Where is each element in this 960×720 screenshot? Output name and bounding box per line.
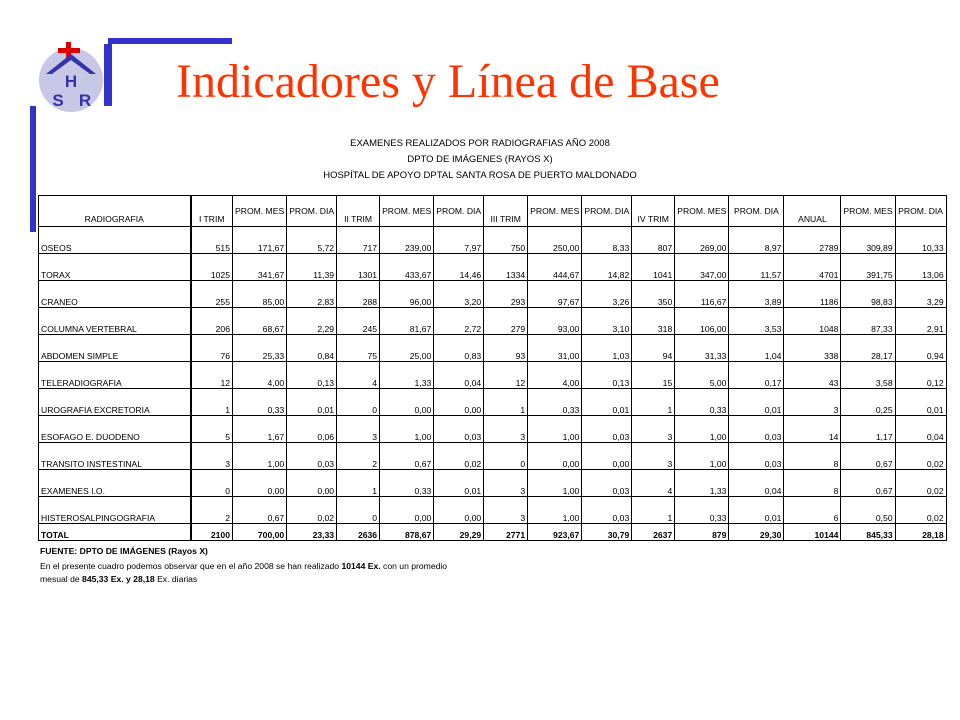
heading-line-1: EXAMENES REALIZADOS POR RADIOGRAFIAS AÑO 2008 [350, 138, 610, 149]
table-cell: 2 [191, 497, 233, 524]
column-header: PROM. MES [380, 196, 434, 227]
table-cell: 0,03 [287, 443, 337, 470]
row-label: TOTAL [39, 524, 191, 541]
table-cell: 30,79 [582, 524, 632, 541]
table-cell: 0,33 [675, 389, 729, 416]
table-cell: 1334 [484, 254, 528, 281]
table-cell: 0,03 [729, 443, 784, 470]
column-header: II TRIM [337, 196, 380, 227]
table-cell: 2636 [337, 524, 380, 541]
table-cell: 0,01 [729, 389, 784, 416]
table-row [39, 335, 947, 362]
table-cell: 0,00 [434, 497, 484, 524]
table-cell: 1041 [632, 254, 675, 281]
table-cell: 0,67 [841, 443, 895, 470]
table-cell: 0,25 [841, 389, 895, 416]
table-cell: 0,01 [287, 389, 337, 416]
row-label: TRANSITO INSTESTINAL [39, 443, 191, 470]
table-cell: 1,17 [841, 416, 895, 443]
table-cell: 6 [784, 497, 841, 524]
table-cell: 2 [337, 443, 380, 470]
table-cell: 0,02 [895, 470, 946, 497]
svg-text:R: R [78, 91, 92, 110]
table-cell: 1,04 [729, 335, 784, 362]
row-label: OSEOS [39, 227, 191, 254]
table-cell: 391,75 [841, 254, 895, 281]
table-cell: 1 [632, 497, 675, 524]
table-cell: 13,06 [895, 254, 946, 281]
column-header: PROM. MES [528, 196, 582, 227]
table-row [39, 416, 947, 443]
column-header: PROM. MES [841, 196, 895, 227]
svg-text:S: S [52, 91, 64, 110]
table-cell: 2,83 [287, 281, 337, 308]
table-cell: 0,12 [895, 362, 946, 389]
source-note: FUENTE: DPTO DE IMÁGENES (Rayos X) [40, 546, 208, 556]
table-cell: 4 [632, 470, 675, 497]
table-cell: 3 [191, 443, 233, 470]
column-header: RADIOGRAFIA [39, 196, 191, 227]
table-cell: 3 [784, 389, 841, 416]
table-cell: 0,02 [895, 497, 946, 524]
table-cell: 94 [632, 335, 675, 362]
table-row [39, 227, 947, 254]
table-cell: 0,67 [841, 470, 895, 497]
heading-line-3: HOSPÍTAL DE APOYO DPTAL SANTA ROSA DE PUERTO MALDONADO [323, 170, 637, 181]
table-notes [40, 545, 447, 586]
table-cell: 14,82 [582, 254, 632, 281]
table-cell: 700,00 [233, 524, 287, 541]
table-cell: 106,00 [675, 308, 729, 335]
table-cell: 14,46 [434, 254, 484, 281]
table-cell: 0,00 [233, 470, 287, 497]
table-cell: 75 [337, 335, 380, 362]
table-cell: 923,67 [528, 524, 582, 541]
table-cell: 0,50 [841, 497, 895, 524]
table-cell: 0,00 [528, 443, 582, 470]
table-cell: 3 [484, 470, 528, 497]
table-cell: 4 [337, 362, 380, 389]
table-cell: 81,67 [380, 308, 434, 335]
table-cell: 318 [632, 308, 675, 335]
table-cell: 3,29 [895, 281, 946, 308]
table-cell: 11,57 [729, 254, 784, 281]
table-cell: 0,83 [434, 335, 484, 362]
table-cell: 0,13 [287, 362, 337, 389]
table-cell: 96,00 [380, 281, 434, 308]
table-cell: 1301 [337, 254, 380, 281]
table-cell: 3 [337, 416, 380, 443]
summary-line-2: mesual de 845,33 Ex. y 28,18 Ex. diarias [40, 574, 198, 584]
table-cell: 239,00 [380, 227, 434, 254]
table-cell: 0,04 [895, 416, 946, 443]
table-cell: 0,03 [582, 470, 632, 497]
table-cell: 2,72 [434, 308, 484, 335]
table-cell: 3,20 [434, 281, 484, 308]
table-cell: 350 [632, 281, 675, 308]
table-cell: 288 [337, 281, 380, 308]
table-cell: 717 [337, 227, 380, 254]
table-cell: 2100 [191, 524, 233, 541]
row-label: EXAMENES I.O. [39, 470, 191, 497]
table-cell: 0 [484, 443, 528, 470]
table-cell: 85,00 [233, 281, 287, 308]
table-cell: 8,97 [729, 227, 784, 254]
table-cell: 0,67 [233, 497, 287, 524]
table-cell: 1,00 [528, 497, 582, 524]
table-cell: 0,01 [729, 497, 784, 524]
table-cell: 0,02 [287, 497, 337, 524]
table-cell: 0,00 [287, 470, 337, 497]
table-cell: 0,02 [434, 443, 484, 470]
table-row [39, 308, 947, 335]
table-row [39, 443, 947, 470]
table-cell: 1,00 [528, 416, 582, 443]
table-cell: 15 [632, 362, 675, 389]
table-cell: 255 [191, 281, 233, 308]
table-cell: 0,06 [287, 416, 337, 443]
heading-line-2: DPTO DE IMÁGENES (RAYOS X) [407, 154, 553, 165]
table-cell: 1,00 [528, 470, 582, 497]
table-cell: 5,00 [675, 362, 729, 389]
table-cell: 845,33 [841, 524, 895, 541]
table-cell: 0,04 [729, 470, 784, 497]
table-cell: 7,97 [434, 227, 484, 254]
table-cell: 0,02 [895, 443, 946, 470]
table-cell: 10,33 [895, 227, 946, 254]
table-cell: 0,01 [582, 389, 632, 416]
column-header: IV TRIM [632, 196, 675, 227]
row-label: UROGRAFIA EXCRETORIA [39, 389, 191, 416]
table-cell: 1 [337, 470, 380, 497]
table-cell: 0,03 [434, 416, 484, 443]
table-cell: 8 [784, 470, 841, 497]
table-cell: 23,33 [287, 524, 337, 541]
table-cell: 0,03 [582, 497, 632, 524]
table-cell: 0 [337, 389, 380, 416]
row-label: CRANEO [39, 281, 191, 308]
column-header: PROM. DIA [287, 196, 337, 227]
table-cell: 807 [632, 227, 675, 254]
decor-bar-top [108, 38, 232, 44]
table-cell: 43 [784, 362, 841, 389]
row-label: TORAX [39, 254, 191, 281]
table-cell: 31,33 [675, 335, 729, 362]
table-cell: 11,39 [287, 254, 337, 281]
table-cell: 0,33 [675, 497, 729, 524]
column-header: PROM. MES [675, 196, 729, 227]
row-label: ESOFAGO E. DUODENO [39, 416, 191, 443]
table-cell: 1048 [784, 308, 841, 335]
table-cell: 0,33 [233, 389, 287, 416]
decor-bar-left [30, 106, 36, 232]
table-row [39, 389, 947, 416]
table-cell: 0,01 [895, 389, 946, 416]
table-cell: 3 [632, 416, 675, 443]
table-row [39, 281, 947, 308]
table-cell: 444,67 [528, 254, 582, 281]
table-cell: 93,00 [528, 308, 582, 335]
table-cell: 347,00 [675, 254, 729, 281]
radiography-table [38, 195, 947, 541]
table-cell: 3,89 [729, 281, 784, 308]
table-cell: 879 [675, 524, 729, 541]
table-cell: 206 [191, 308, 233, 335]
table-cell: 0,04 [434, 362, 484, 389]
table-cell: 1,33 [380, 362, 434, 389]
table-cell: 28,18 [895, 524, 946, 541]
table-cell: 171,67 [233, 227, 287, 254]
table-cell: 0,01 [434, 470, 484, 497]
table-row [39, 362, 947, 389]
table-cell: 0,00 [582, 443, 632, 470]
table-row [39, 254, 947, 281]
table-cell: 87,33 [841, 308, 895, 335]
table-cell: 1,67 [233, 416, 287, 443]
table-cell: 29,30 [729, 524, 784, 541]
table-cell: 0,94 [895, 335, 946, 362]
table-cell: 0,33 [380, 470, 434, 497]
table-cell: 14 [784, 416, 841, 443]
table-cell: 98,83 [841, 281, 895, 308]
column-header: PROM. DIA [434, 196, 484, 227]
row-label: HISTEROSALPINGOGRAFIA [39, 497, 191, 524]
table-cell: 0,00 [380, 389, 434, 416]
table-cell: 1 [484, 389, 528, 416]
column-header: PROM. MES [233, 196, 287, 227]
slide-title: Indicadores y Línea de Base [176, 55, 720, 108]
table-cell: 1,00 [675, 416, 729, 443]
table-cell: 0 [337, 497, 380, 524]
table-cell: 1,03 [582, 335, 632, 362]
table-cell: 0,00 [380, 497, 434, 524]
table-cell: 1 [632, 389, 675, 416]
table-cell: 309,89 [841, 227, 895, 254]
table-cell: 878,67 [380, 524, 434, 541]
table-cell: 245 [337, 308, 380, 335]
column-header: III TRIM [484, 196, 528, 227]
table-cell: 0,84 [287, 335, 337, 362]
table-cell: 5,72 [287, 227, 337, 254]
table-cell: 338 [784, 335, 841, 362]
row-label: ABDOMEN SIMPLE [39, 335, 191, 362]
row-label: COLUMNA VERTEBRAL [39, 308, 191, 335]
table-cell: 10144 [784, 524, 841, 541]
table-cell: 12 [484, 362, 528, 389]
table-cell: 279 [484, 308, 528, 335]
table-cell: 2637 [632, 524, 675, 541]
table-cell: 31,00 [528, 335, 582, 362]
table-cell: 8 [784, 443, 841, 470]
table-cell: 4701 [784, 254, 841, 281]
table-cell: 0,00 [434, 389, 484, 416]
column-header: PROM. DIA [895, 196, 946, 227]
table-cell: 293 [484, 281, 528, 308]
table-cell: 25,00 [380, 335, 434, 362]
table-cell: 8,33 [582, 227, 632, 254]
table-cell: 3,58 [841, 362, 895, 389]
table-cell: 3 [632, 443, 675, 470]
column-header: I TRIM [191, 196, 233, 227]
table-cell: 76 [191, 335, 233, 362]
table-cell: 0,03 [582, 416, 632, 443]
table-cell: 0,67 [380, 443, 434, 470]
table-cell: 3,26 [582, 281, 632, 308]
table-cell: 1,00 [233, 443, 287, 470]
table-cell: 515 [191, 227, 233, 254]
table-row [39, 497, 947, 524]
table-cell: 750 [484, 227, 528, 254]
table-cell: 4,00 [528, 362, 582, 389]
table-cell: 3,10 [582, 308, 632, 335]
table-cell: 97,67 [528, 281, 582, 308]
table-cell: 2,91 [895, 308, 946, 335]
table-cell: 3,53 [729, 308, 784, 335]
table-cell: 93 [484, 335, 528, 362]
total-row [39, 524, 947, 541]
table-cell: 0,03 [729, 416, 784, 443]
table-cell: 250,00 [528, 227, 582, 254]
table-cell: 1025 [191, 254, 233, 281]
row-label: TELERADIOGRAFIA [39, 362, 191, 389]
table-cell: 0,17 [729, 362, 784, 389]
table-cell: 3 [484, 497, 528, 524]
table-cell: 1186 [784, 281, 841, 308]
table-cell: 25,33 [233, 335, 287, 362]
table-cell: 2771 [484, 524, 528, 541]
table-cell: 269,00 [675, 227, 729, 254]
table-cell: 0 [191, 470, 233, 497]
hospital-logo [34, 40, 108, 114]
table-cell: 341,67 [233, 254, 287, 281]
table-cell: 0,13 [582, 362, 632, 389]
table-cell: 29,29 [434, 524, 484, 541]
table-row [39, 470, 947, 497]
table-cell: 1,00 [380, 416, 434, 443]
table-cell: 0,33 [528, 389, 582, 416]
column-header: PROM. DIA [582, 196, 632, 227]
table-cell: 433,67 [380, 254, 434, 281]
table-cell: 68,67 [233, 308, 287, 335]
column-header: PROM. DIA [729, 196, 784, 227]
table-cell: 12 [191, 362, 233, 389]
table-cell: 1,33 [675, 470, 729, 497]
table-cell: 28,17 [841, 335, 895, 362]
table-headings [300, 136, 660, 184]
svg-text:H: H [64, 72, 78, 91]
table-cell: 1,00 [675, 443, 729, 470]
table-cell: 1 [191, 389, 233, 416]
summary-line-1: En el presente cuadro podemos observar que en el año 2008 se han realizado 10144 Ex. con un promedio [40, 561, 448, 571]
table-cell: 4,00 [233, 362, 287, 389]
column-header: ANUAL [784, 196, 841, 227]
table-cell: 116,67 [675, 281, 729, 308]
table-cell: 3 [484, 416, 528, 443]
table-cell: 2,29 [287, 308, 337, 335]
table-cell: 5 [191, 416, 233, 443]
table-header-row [39, 196, 947, 227]
table-cell: 2789 [784, 227, 841, 254]
